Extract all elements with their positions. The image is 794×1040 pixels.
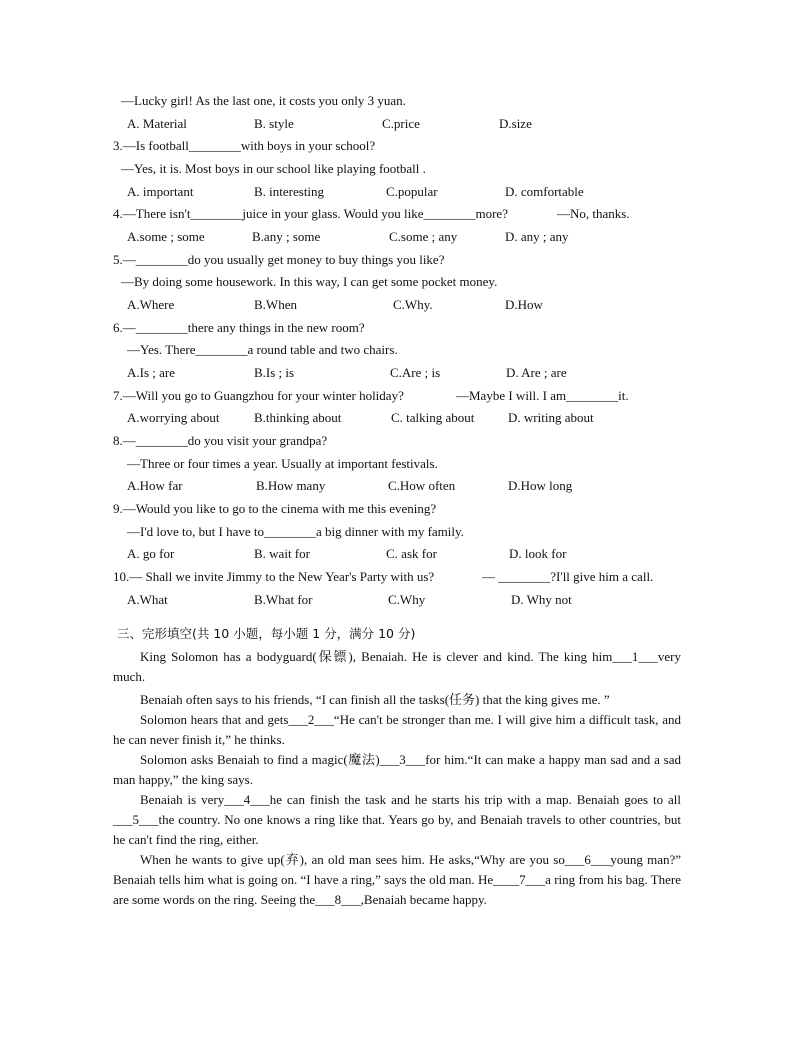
q8-stem-text: 8.—________do you visit your grandpa? <box>113 433 328 448</box>
passage-paragraph-2: Benaiah often says to his friends, “I can finish all the tasks(任务) that the king gives me. ” <box>140 692 610 707</box>
q9-option-b: B. wait for <box>254 546 310 561</box>
q6-option-a: A.Is ; are <box>127 365 176 380</box>
q3-option-d: D. comfortable <box>505 184 584 199</box>
q9-option-a: A. go for <box>127 546 175 561</box>
q9-stem-text: 9.—Would you like to go to the cinema with me this evening? <box>113 501 437 516</box>
q8-option-b: B.How many <box>256 478 326 493</box>
q10-reply-text: — ________?I'll give him a call. <box>482 569 654 584</box>
q5-option-d: D.How <box>505 297 543 312</box>
q3-option-a: A. important <box>127 184 194 199</box>
q2-option-a: A. Material <box>127 116 187 131</box>
q9-option-d: D. look for <box>509 546 567 561</box>
q5-stem-text: 5.—________do you usually get money to buy things you like? <box>113 252 445 267</box>
q6-option-d: D. Are ; are <box>506 365 567 380</box>
q10-option-b: B.What for <box>254 592 313 607</box>
q4-option-c: C.some ; any <box>389 229 458 244</box>
q3-stem-text: 3.—Is football________with boys in your school? <box>113 138 376 153</box>
q10-stem-text: 10.— Shall we invite Jimmy to the New Year's Party with us? <box>113 569 435 584</box>
q4-option-b: B.any ; some <box>252 229 321 244</box>
q7-reply-text: —Maybe I will. I am________it. <box>456 388 629 403</box>
q4-stem-text: 4.—There isn't________juice in your glass. Would you like________more? <box>113 206 508 221</box>
q3-option-c: C.popular <box>386 184 438 199</box>
q2-option-b: B. style <box>254 116 294 131</box>
q5-reply-text: —By doing some housework. In this way, I can get some pocket money. <box>121 274 498 289</box>
section-title: 三、完形填空(共 10 小题，每小题 1 分，满分 10 分) <box>117 626 416 641</box>
q7-option-a: A.worrying about <box>127 410 220 425</box>
q7-stem-text: 7.—Will you go to Guangzhou for your winter holiday? <box>113 388 404 403</box>
q7-option-c: C. talking about <box>391 410 475 425</box>
q8-option-c: C.How often <box>388 478 456 493</box>
passage-paragraph-3: Solomon hears that and gets___2___“He can't be stronger than me. I will give him a difficult task, and he can never finish it,” he thinks. <box>113 712 681 747</box>
q2-option-d: D.size <box>499 116 532 131</box>
q5-option-b: B.When <box>254 297 297 312</box>
q9-option-c: C. ask for <box>386 546 437 561</box>
q4-option-d: D. any ; any <box>505 229 569 244</box>
q4-reply-text: —No, thanks. <box>557 206 630 221</box>
q6-option-b: B.Is ; is <box>254 365 295 380</box>
q4-option-a: A.some ; some <box>127 229 205 244</box>
q10-option-d: D. Why not <box>511 592 572 607</box>
q5-option-c: C.Why. <box>393 297 433 312</box>
passage-paragraph-5: Benaiah is very___4___he can finish the task and he starts his trip with a map. Benaiah goes to all ___5___the country. No one knows a ring like that. Years go by, and Benaiah travels to other countries, but he can't find the ring, either. <box>113 792 681 847</box>
q10-option-a: A.What <box>127 592 168 607</box>
passage-paragraph-6: When he wants to give up(弃), an old man sees him. He asks,“Why are you so___6___young man?” Benaiah tells him what is going on. “I have a ring,” says the old man. He____7___a ring from his bag. There are some words on the ring. Seeing the___8___,Benaiah became happy. <box>113 852 681 907</box>
q7-option-d: D. writing about <box>508 410 594 425</box>
q10-option-c: C.Why <box>388 592 426 607</box>
q8-option-a: A.How far <box>127 478 183 493</box>
passage-paragraph-1: King Solomon has a bodyguard(保镖), Benaiah. He is clever and kind. The king him___1___very much. <box>113 649 681 684</box>
q6-reply-text: —Yes. There________a round table and two chairs. <box>127 342 398 357</box>
q3-option-b: B. interesting <box>254 184 325 199</box>
q6-option-c: C.Are ; is <box>390 365 441 380</box>
q2-option-c: C.price <box>382 116 420 131</box>
q7-option-b: B.thinking about <box>254 410 342 425</box>
passage-paragraph-4: Solomon asks Benaiah to find a magic(魔法)___3___for him.“It can make a happy man sad and a sad man happy,” the king says. <box>113 752 681 787</box>
q6-stem-text: 6.—________there any things in the new room? <box>113 320 365 335</box>
q8-reply-text: —Three or four times a year. Usually at important festivals. <box>127 456 438 471</box>
q9-reply-text: —I'd love to, but I have to________a big dinner with my family. <box>127 524 464 539</box>
q3-reply-text: —Yes, it is. Most boys in our school like playing football . <box>121 161 426 176</box>
q8-option-d: D.How long <box>508 478 573 493</box>
q2-answer-text: —Lucky girl! As the last one, it costs you only 3 yuan. <box>121 93 406 108</box>
q5-option-a: A.Where <box>127 297 175 312</box>
